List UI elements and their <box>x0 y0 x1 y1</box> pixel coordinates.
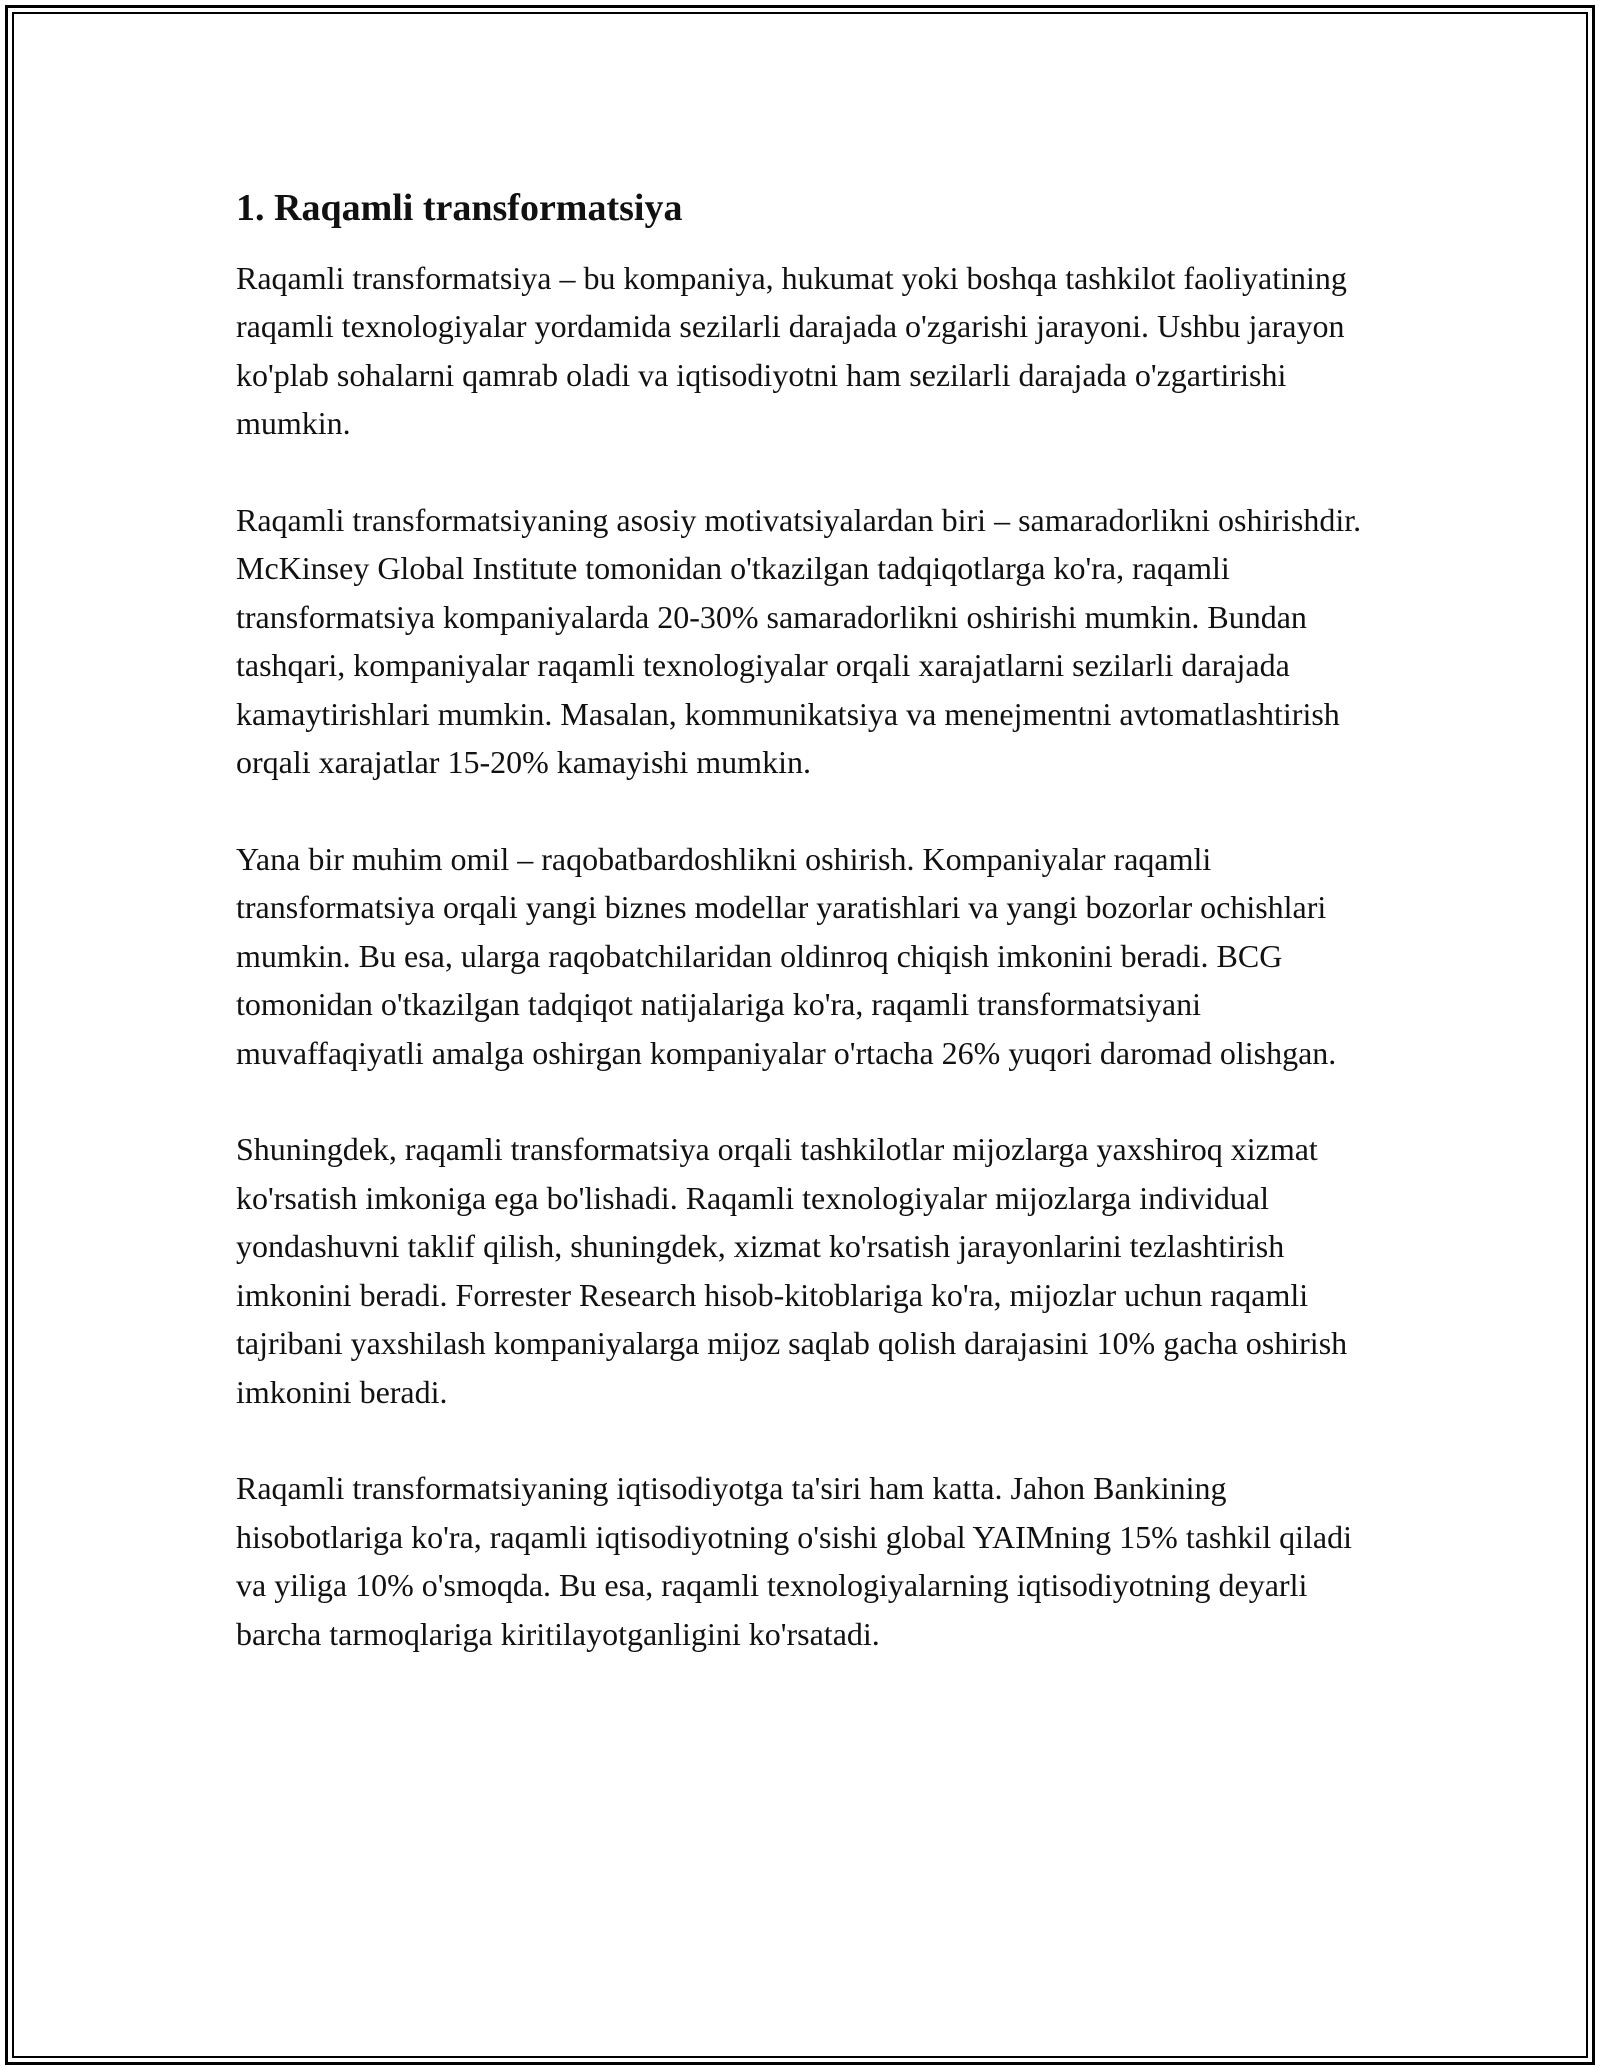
section-title: 1. Raqamli transformatsiya <box>236 187 683 229</box>
paragraph-economy: Raqamli transformatsiyaning iqtisodiyotga ta'siri ham katta. Jahon Bankining hisobotlariga ko'ra, raqamli iqtisodiyotning o'sishi global YAIMning 15% tashkil qiladi va yiliga 10% o'smoqda. Bu esa, raqamli texnologiyalarning iqtisodiyotning deyarli barcha tarmoqlariga kiritilayotganligini ko'rsatadi. <box>236 1470 1353 1652</box>
paragraph-competitiveness: Yana bir muhim omil – raqobatbardoshlikni oshirish. Kompaniyalar raqamli transformatsiya orqali yangi biznes modellar yaratishlari va yangi bozorlar ochishlari mumkin. Bu esa, ularga raqobatchilaridan oldinroq chiqish imkonini beradi. BCG tomonidan o'tkazilgan tadqiqot natijalariga ko'ra, raqamli transformatsiyani muvaffaqiyatli amalga oshirgan kompaniyalar o'rtacha 26% yuqori daromad olishgan. <box>236 840 1337 1071</box>
paragraph-efficiency: Raqamli transformatsiyaning asosiy motivatsiyalardan biri – samaradorlikni oshirishdir. McKinsey Global Institute tomonidan o'tkazilgan tadqiqotlarga ko'ra, raqamli transformatsiya kompaniyalarda 20-30% samaradorlikni oshirishi mumkin. Bundan tashqari, kompaniyalar raqamli texnologiyalar orqali xarajatlarni sezilarli darajada kamaytirishlari mumkin. Masalan, kommunikatsiya va menejmentni avtomatlashtirish orqali xarajatlar 15-20% kamayishi mumkin. <box>236 501 1362 781</box>
paragraph-intro: Raqamli transformatsiya – bu kompaniya, hukumat yoki boshqa tashkilot faoliyatining raqamli texnologiyalar yordamida sezilarli darajada o'zgarishi jarayoni. Ushbu jarayon ko'plab sohalarni qamrab oladi va iqtisodiyotni ham sezilarli darajada o'zgartirishi mumkin. <box>236 259 1347 442</box>
paragraph-customer-service: Shuningdek, raqamli transformatsiya orqali tashkilotlar mijozlarga yaxshiroq xizmat ko'rsatish imkoniga ega bo'lishadi. Raqamli texnologiyalar mijozlarga individual yondashuvni taklif qilish, shuningdek, xizmat ko'rsatish jarayonlarini tezlashtirish imkonini beradi. Forrester Research hisob-kitoblariga ko'ra, mijozlar uchun raqamli tajribani yaxshilash kompaniyalarga mijoz saqlab qolish darajasini 10% gacha oshirish imkonini beradi. <box>236 1131 1348 1410</box>
document-body <box>236 186 1386 1706</box>
